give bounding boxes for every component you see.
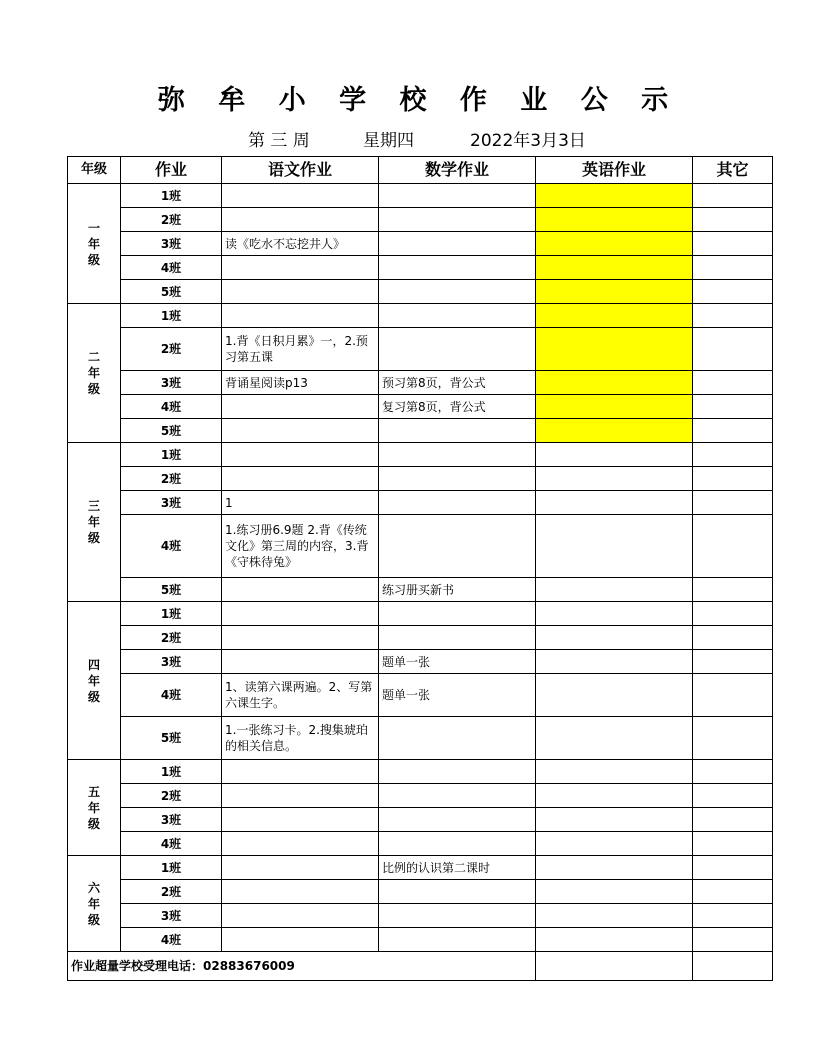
math-homework-cell (379, 443, 536, 467)
chinese-homework-cell (222, 443, 379, 467)
class-label: 1班 (121, 602, 222, 626)
other-homework-cell (693, 602, 773, 626)
week-label: 第 三 周 (248, 131, 310, 151)
table-row (68, 602, 773, 626)
english-homework-cell (536, 256, 693, 280)
table-row (68, 232, 773, 256)
other-homework-cell (693, 304, 773, 328)
math-homework-cell (379, 717, 536, 760)
chinese-homework-cell (222, 578, 379, 602)
chinese-homework-cell (222, 256, 379, 280)
english-homework-cell (536, 395, 693, 419)
grade-cell (68, 760, 121, 856)
chinese-homework-cell (222, 419, 379, 443)
class-label: 3班 (121, 650, 222, 674)
math-homework-cell (379, 232, 536, 256)
chinese-homework-cell (222, 208, 379, 232)
chinese-homework-cell (222, 304, 379, 328)
page-title: 弥 牟 小 学 校 作 业 公 示 (157, 85, 681, 116)
english-homework-cell (536, 371, 693, 395)
english-homework-cell (536, 808, 693, 832)
footer-english-cell (536, 952, 693, 981)
class-label: 2班 (121, 784, 222, 808)
class-label: 1班 (121, 443, 222, 467)
table-row (68, 626, 773, 650)
table-row (68, 184, 773, 208)
chinese-homework-cell (222, 602, 379, 626)
other-homework-cell (693, 208, 773, 232)
other-homework-cell (693, 419, 773, 443)
chinese-homework-cell (222, 467, 379, 491)
grade-name: 四年级 (87, 657, 100, 704)
table-row (68, 784, 773, 808)
other-homework-cell (693, 808, 773, 832)
math-homework-cell (379, 602, 536, 626)
class-label: 4班 (121, 832, 222, 856)
chinese-homework-cell (222, 760, 379, 784)
header-other: 其它 (693, 157, 773, 184)
table-row (68, 760, 773, 784)
math-homework-cell (379, 419, 536, 443)
chinese-homework-cell (222, 784, 379, 808)
table-row (68, 578, 773, 602)
table-row (68, 928, 773, 952)
other-homework-cell (693, 832, 773, 856)
table-row (68, 674, 773, 717)
other-homework-cell (693, 443, 773, 467)
other-homework-cell (693, 328, 773, 371)
other-homework-cell (693, 904, 773, 928)
english-homework-cell (536, 419, 693, 443)
math-homework-cell: 题单一张 (379, 650, 536, 674)
english-homework-cell (536, 515, 693, 578)
chinese-homework-cell: 1.一张练习卡。2.搜集琥珀的相关信息。 (222, 717, 379, 760)
chinese-homework-cell: 读《吃水不忘挖井人》 (222, 232, 379, 256)
footer-other-cell (693, 952, 773, 981)
math-homework-cell: 练习册买新书 (379, 578, 536, 602)
table-row (68, 904, 773, 928)
header-homework: 作业 (121, 157, 222, 184)
other-homework-cell (693, 395, 773, 419)
other-homework-cell (693, 256, 773, 280)
chinese-homework-cell: 1.练习册6.9题 2.背《传统文化》第三周的内容，3.背《守株待兔》 (222, 515, 379, 578)
chinese-homework-cell (222, 928, 379, 952)
header-english: 英语作业 (536, 157, 693, 184)
class-label: 3班 (121, 904, 222, 928)
other-homework-cell (693, 578, 773, 602)
class-label: 3班 (121, 371, 222, 395)
class-label: 1班 (121, 760, 222, 784)
class-label: 4班 (121, 674, 222, 717)
english-homework-cell (536, 717, 693, 760)
english-homework-cell (536, 832, 693, 856)
header-chinese: 语文作业 (222, 157, 379, 184)
chinese-homework-cell: 背诵星阅读p13 (222, 371, 379, 395)
english-homework-cell (536, 760, 693, 784)
math-homework-cell: 预习第8页，背公式 (379, 371, 536, 395)
complaint-hotline: 作业超量学校受理电话：02883676009 (68, 952, 536, 981)
english-homework-cell (536, 904, 693, 928)
chinese-homework-cell: 1 (222, 491, 379, 515)
chinese-homework-cell (222, 395, 379, 419)
other-homework-cell (693, 515, 773, 578)
class-label: 1班 (121, 184, 222, 208)
table-row (68, 856, 773, 880)
math-homework-cell: 比例的认识第二课时 (379, 856, 536, 880)
english-homework-cell (536, 232, 693, 256)
table-row (68, 280, 773, 304)
table-row (68, 880, 773, 904)
table-row (68, 395, 773, 419)
english-homework-cell (536, 328, 693, 371)
other-homework-cell (693, 717, 773, 760)
grade-cell (68, 602, 121, 760)
grade-cell (68, 856, 121, 952)
chinese-homework-cell (222, 626, 379, 650)
table-header-row (68, 157, 773, 184)
other-homework-cell (693, 784, 773, 808)
table-row (68, 650, 773, 674)
math-homework-cell (379, 626, 536, 650)
english-homework-cell (536, 304, 693, 328)
table-row (68, 491, 773, 515)
class-label: 3班 (121, 491, 222, 515)
grade-name: 五年级 (87, 784, 100, 831)
english-homework-cell (536, 784, 693, 808)
table-row (68, 371, 773, 395)
table-row (68, 304, 773, 328)
english-homework-cell (536, 626, 693, 650)
other-homework-cell (693, 928, 773, 952)
other-homework-cell (693, 880, 773, 904)
grade-name: 二年级 (87, 350, 100, 396)
english-homework-cell (536, 280, 693, 304)
grade-name: 六年级 (87, 880, 100, 927)
class-label: 3班 (121, 232, 222, 256)
english-homework-cell (536, 602, 693, 626)
class-label: 4班 (121, 928, 222, 952)
math-homework-cell (379, 208, 536, 232)
chinese-homework-cell (222, 832, 379, 856)
chinese-homework-cell: 1、读第六课两遍。2、写第六课生字。 (222, 674, 379, 717)
english-homework-cell (536, 674, 693, 717)
chinese-homework-cell (222, 184, 379, 208)
grade-cell (68, 443, 121, 602)
class-label: 1班 (121, 856, 222, 880)
chinese-homework-cell (222, 808, 379, 832)
math-homework-cell (379, 928, 536, 952)
other-homework-cell (693, 491, 773, 515)
class-label: 2班 (121, 626, 222, 650)
chinese-homework-cell (222, 856, 379, 880)
date-label: 2022年3月3日 (470, 131, 586, 151)
other-homework-cell (693, 280, 773, 304)
other-homework-cell (693, 371, 773, 395)
header-math: 数学作业 (379, 157, 536, 184)
math-homework-cell (379, 784, 536, 808)
english-homework-cell (536, 184, 693, 208)
other-homework-cell (693, 232, 773, 256)
class-label: 5班 (121, 419, 222, 443)
chinese-homework-cell (222, 280, 379, 304)
math-homework-cell: 复习第8页，背公式 (379, 395, 536, 419)
table-row (68, 717, 773, 760)
class-label: 2班 (121, 880, 222, 904)
table-row (68, 467, 773, 491)
math-homework-cell (379, 904, 536, 928)
table-row (68, 443, 773, 467)
math-homework-cell (379, 880, 536, 904)
class-label: 3班 (121, 808, 222, 832)
english-homework-cell (536, 208, 693, 232)
class-label: 1班 (121, 304, 222, 328)
class-label: 2班 (121, 208, 222, 232)
chinese-homework-cell: 1.背《日积月累》一，2.预习第五课 (222, 328, 379, 371)
english-homework-cell (536, 443, 693, 467)
table-row (68, 515, 773, 578)
chinese-homework-cell (222, 880, 379, 904)
chinese-homework-cell (222, 904, 379, 928)
table-body (68, 184, 773, 952)
grade-name: 一年级 (87, 220, 100, 267)
header-grade: 年级 (68, 157, 121, 184)
table-row (68, 328, 773, 371)
table-row (68, 808, 773, 832)
math-homework-cell (379, 304, 536, 328)
class-label: 4班 (121, 515, 222, 578)
class-label: 5班 (121, 280, 222, 304)
math-homework-cell (379, 832, 536, 856)
math-homework-cell (379, 808, 536, 832)
class-label: 5班 (121, 717, 222, 760)
table-row (68, 256, 773, 280)
class-label: 5班 (121, 578, 222, 602)
chinese-homework-cell (222, 650, 379, 674)
math-homework-cell (379, 184, 536, 208)
other-homework-cell (693, 467, 773, 491)
math-homework-cell (379, 760, 536, 784)
english-homework-cell (536, 856, 693, 880)
grade-cell (68, 304, 121, 443)
class-label: 4班 (121, 395, 222, 419)
table-row (68, 832, 773, 856)
english-homework-cell (536, 578, 693, 602)
other-homework-cell (693, 674, 773, 717)
math-homework-cell (379, 467, 536, 491)
other-homework-cell (693, 760, 773, 784)
other-homework-cell (693, 626, 773, 650)
other-homework-cell (693, 856, 773, 880)
weekday-label: 星期四 (363, 131, 414, 151)
math-homework-cell (379, 256, 536, 280)
math-homework-cell (379, 280, 536, 304)
english-homework-cell (536, 467, 693, 491)
english-homework-cell (536, 928, 693, 952)
class-label: 2班 (121, 467, 222, 491)
english-homework-cell (536, 650, 693, 674)
table-row (68, 208, 773, 232)
class-label: 2班 (121, 328, 222, 371)
other-homework-cell (693, 650, 773, 674)
english-homework-cell (536, 880, 693, 904)
math-homework-cell (379, 328, 536, 371)
english-homework-cell (536, 491, 693, 515)
math-homework-cell: 题单一张 (379, 674, 536, 717)
homework-table (67, 156, 773, 981)
math-homework-cell (379, 491, 536, 515)
class-label: 4班 (121, 256, 222, 280)
footer-row (68, 952, 773, 981)
other-homework-cell (693, 184, 773, 208)
grade-cell (68, 184, 121, 304)
grade-name: 三年级 (87, 499, 100, 545)
math-homework-cell (379, 515, 536, 578)
table-row (68, 419, 773, 443)
